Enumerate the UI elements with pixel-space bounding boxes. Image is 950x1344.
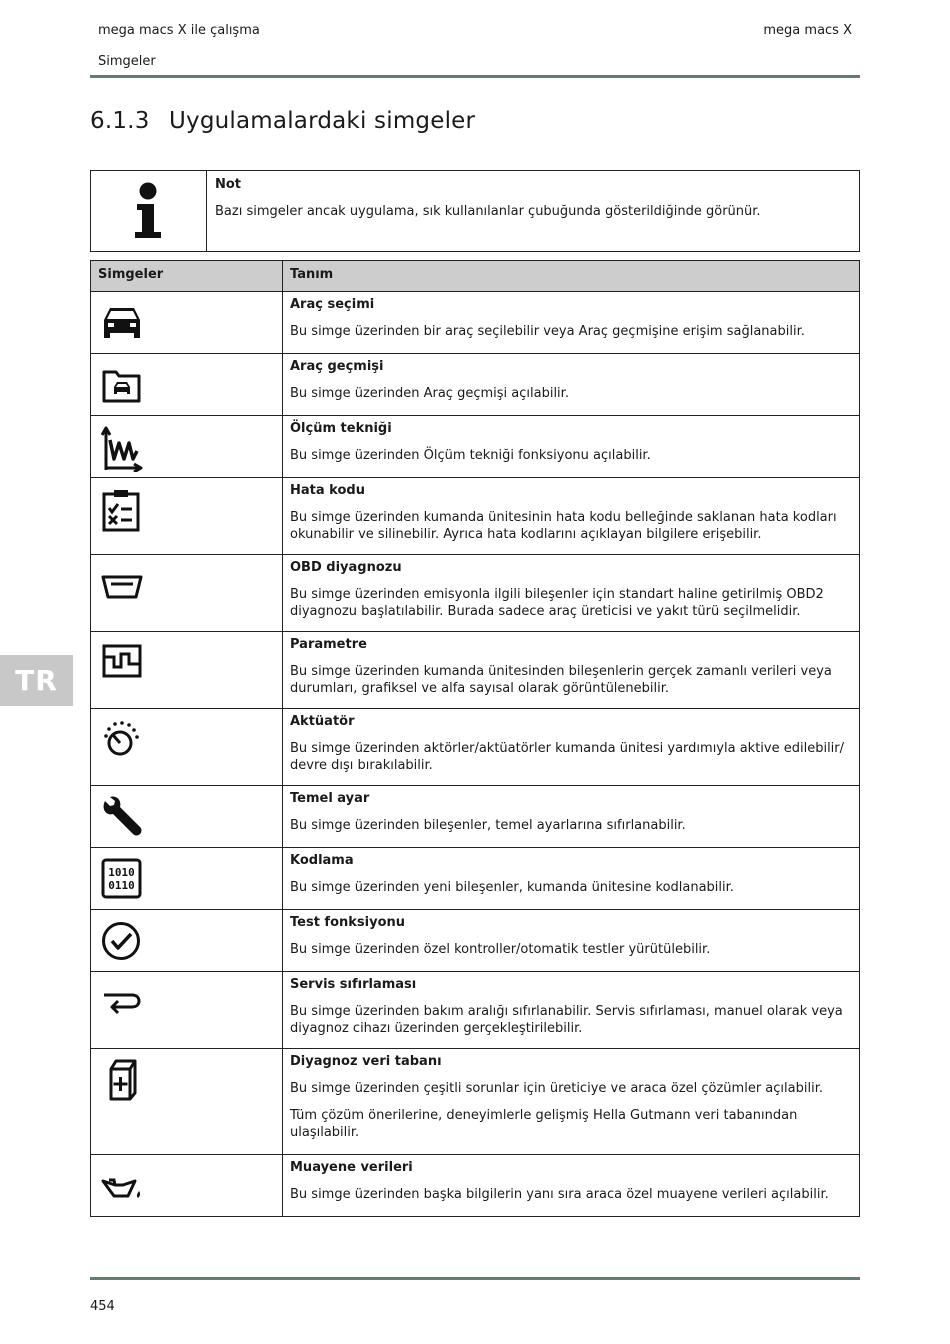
oil-can-icon bbox=[101, 1165, 143, 1205]
row-title: Diyagnoz veri tabanı bbox=[290, 1054, 442, 1069]
row-text: Bu simge üzerinden bir araç seçilebilir veya Araç geçmişine erişim sağlanabilir. bbox=[290, 324, 805, 339]
row-title: Araç geçmişi bbox=[290, 359, 384, 374]
table-row bbox=[91, 848, 860, 910]
table-row bbox=[91, 786, 860, 848]
car-folder-icon bbox=[101, 364, 143, 404]
icon-text-bottom: 0110 bbox=[108, 879, 135, 892]
row-text: Bu simge üzerinden Araç geçmişi açılabilir. bbox=[290, 386, 569, 401]
actuator-gauge-icon bbox=[101, 719, 143, 759]
row-title: Test fonksiyonu bbox=[290, 915, 406, 930]
table-row bbox=[91, 292, 860, 354]
table-row bbox=[91, 1049, 860, 1155]
row-title: Parametre bbox=[290, 637, 367, 652]
running-header-right: mega macs X bbox=[763, 23, 852, 38]
footer-rule bbox=[90, 1277, 860, 1280]
row-text: Bu simge üzerinden kumanda ünitesinden bileşenlerin gerçek zamanlı verileri veya durumları, grafiksel ve alfa sayısal olarak görüntülenebilir. bbox=[290, 664, 832, 696]
row-title: Temel ayar bbox=[290, 791, 370, 806]
table-row bbox=[91, 1155, 860, 1217]
table-row bbox=[91, 910, 860, 972]
table-row bbox=[91, 972, 860, 1049]
row-text: Bu simge üzerinden bileşenler, temel ayarlarına sıfırlanabilir. bbox=[290, 818, 686, 833]
section-title bbox=[90, 108, 475, 134]
running-header-left: mega macs X ile çalışma bbox=[98, 23, 260, 38]
table-row bbox=[91, 709, 860, 786]
binary-coding-icon bbox=[101, 858, 143, 900]
row-title: Muayene verileri bbox=[290, 1160, 413, 1175]
section-number: 6.1.3 bbox=[90, 108, 150, 134]
table-row bbox=[91, 632, 860, 709]
wrench-icon bbox=[101, 796, 143, 838]
page-number: 454 bbox=[90, 1299, 115, 1314]
symbols-table bbox=[90, 260, 860, 1217]
table-row bbox=[91, 555, 860, 632]
row-title: Araç seçimi bbox=[290, 297, 375, 312]
row-title: Aktüatör bbox=[290, 714, 355, 729]
row-text-secondary: Tüm çözüm önerilerine, deneyimlerle gelişmiş Hella Gutmann veri tabanından ulaşılabilir. bbox=[290, 1108, 798, 1140]
row-text: Bu simge üzerinden başka bilgilerin yanı sıra araca özel muayene verileri açılabilir. bbox=[290, 1187, 829, 1202]
row-text: Bu simge üzerinden çeşitli sorunlar için üreticiye ve araca özel çözümler açılabilir. bbox=[290, 1081, 823, 1096]
row-text: Bu simge üzerinden bakım aralığı sıfırlanabilir. Servis sıfırlaması, manuel olarak veya diyagnoz cihazı üzerinden gerçekleştirilebilir. bbox=[290, 1004, 843, 1036]
row-text: Bu simge üzerinden yeni bileşenler, kumanda ünitesine kodlanabilir. bbox=[290, 880, 734, 895]
running-header-section: Simgeler bbox=[98, 54, 156, 69]
note-box bbox=[90, 170, 860, 252]
service-reset-icon bbox=[101, 982, 143, 1022]
car-icon bbox=[101, 302, 143, 342]
table-row bbox=[91, 354, 860, 416]
note-title: Not bbox=[215, 177, 242, 192]
parameter-signal-icon bbox=[101, 642, 143, 682]
row-title: Servis sıfırlaması bbox=[290, 977, 417, 992]
row-title: OBD diyagnozu bbox=[290, 560, 402, 575]
row-title: Kodlama bbox=[290, 853, 354, 868]
language-tab: TR bbox=[0, 655, 73, 706]
table-row bbox=[91, 416, 860, 478]
row-text: Bu simge üzerinden emisyonla ilgili bileşenler için standart haline getirilmiş OBD2 diyagnozu başlatılabilir. Burada sadece araç üreticisi ve yakıt türü seçilmelidir. bbox=[290, 587, 824, 619]
checklist-icon bbox=[101, 488, 143, 532]
header-rule bbox=[90, 75, 860, 78]
info-icon bbox=[129, 181, 169, 241]
measurement-icon bbox=[101, 426, 143, 472]
row-title: Ölçüm tekniği bbox=[290, 421, 392, 436]
row-text: Bu simge üzerinden aktörler/aktüatörler kumanda ünitesi yardımıyla aktive edilebilir/ devre dışı bırakılabilir. bbox=[290, 741, 845, 773]
table-header-row bbox=[91, 261, 860, 292]
row-text: Bu simge üzerinden kumanda ünitesinin hata kodu belleğinde saklanan hata kodları okunabilir ve silinebilir. Ayrıca hata kodlarını açıklayan bilgilere erişebilir. bbox=[290, 510, 837, 542]
database-book-icon bbox=[101, 1059, 143, 1101]
table-row bbox=[91, 478, 860, 555]
check-circle-icon bbox=[101, 920, 143, 962]
note-text: Bazı simgeler ancak uygulama, sık kullanılanlar çubuğunda gösterildiğinde görünür. bbox=[215, 204, 761, 219]
row-title: Hata kodu bbox=[290, 483, 365, 498]
obd-connector-icon bbox=[101, 565, 143, 605]
icon-text-top: 1010 bbox=[108, 866, 135, 879]
column-header-description: Tanım bbox=[283, 261, 860, 292]
row-text: Bu simge üzerinden Ölçüm tekniği fonksiyonu açılabilir. bbox=[290, 448, 651, 463]
row-text: Bu simge üzerinden özel kontroller/otomatik testler yürütülebilir. bbox=[290, 942, 711, 957]
section-title-text: Uygulamalardaki simgeler bbox=[169, 108, 476, 134]
note-icon-cell bbox=[91, 171, 207, 251]
column-header-symbols: Simgeler bbox=[91, 261, 283, 292]
